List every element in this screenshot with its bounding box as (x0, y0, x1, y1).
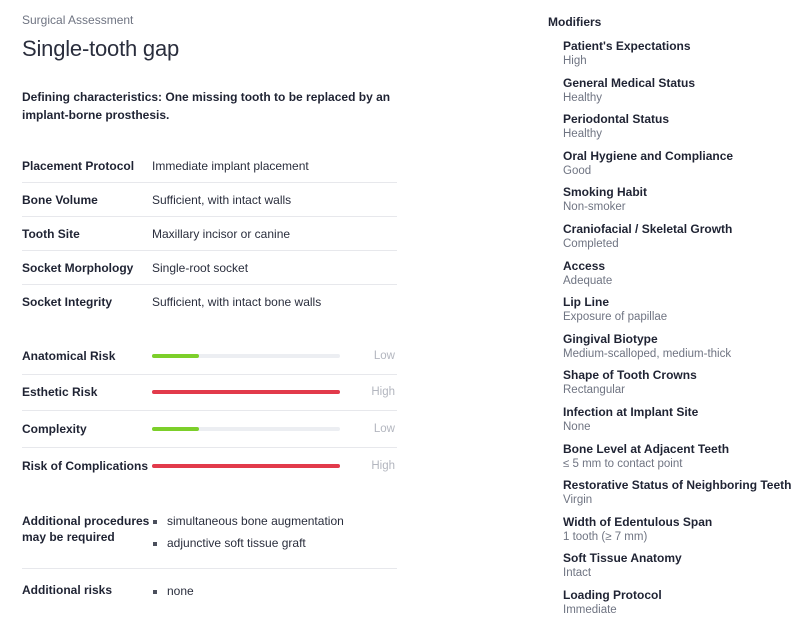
property-label: Bone Volume (22, 192, 98, 207)
modifier-item (563, 149, 798, 186)
modifier-label: Soft Tissue Anatomy (563, 551, 682, 566)
modifiers-heading: Modifiers (548, 15, 602, 29)
modifier-item (563, 405, 798, 442)
list-item: adjunctive soft tissue graft (152, 536, 344, 551)
modifier-label: Gingival Biotype (563, 331, 658, 346)
modifier-value: ≤ 5 mm to contact point (563, 457, 683, 470)
property-row (22, 285, 397, 319)
modifier-item (563, 442, 798, 479)
property-value: Immediate implant placement (152, 158, 309, 173)
list-item: none (152, 584, 194, 599)
modifier-item (563, 259, 798, 296)
modifier-value: Healthy (563, 91, 602, 104)
list-item: simultaneous bone augmentation (152, 514, 344, 529)
risk-level: Low (373, 349, 395, 362)
risk-bar (152, 390, 340, 394)
risk-bar-fill (152, 464, 340, 468)
modifier-value: Rectangular (563, 384, 626, 397)
modifier-item (563, 112, 798, 149)
modifier-item (563, 588, 798, 624)
risk-level: Low (373, 422, 395, 435)
modifier-value: Adequate (563, 274, 613, 287)
modifier-label: Loading Protocol (563, 587, 662, 602)
modifier-label: Restorative Status of Neighboring Teeth (563, 478, 792, 493)
property-value: Single-root socket (152, 260, 249, 275)
modifier-label: Access (563, 258, 606, 273)
risk-label: Esthetic Risk (22, 385, 98, 400)
modifier-item (563, 368, 798, 405)
property-row (22, 217, 397, 251)
risk-row-complications (22, 448, 397, 485)
risk-table (22, 338, 397, 484)
risk-level: High (371, 459, 395, 472)
risk-level: High (371, 386, 395, 399)
property-row (22, 149, 397, 183)
defining-characteristics: Defining characteristics: One missing tooth to be replaced by an implant-borne prosthesis. (22, 90, 391, 122)
property-label: Socket Morphology (22, 260, 134, 275)
modifier-label: Oral Hygiene and Compliance (563, 148, 734, 163)
modifier-item (563, 515, 798, 552)
property-value: Sufficient, with intact walls (152, 192, 292, 207)
property-label: Tooth Site (22, 226, 80, 241)
risk-row-complexity (22, 411, 397, 448)
modifier-label: Patient's Expectations (563, 39, 691, 53)
additional-procedures-label: Additional procedures may be required (22, 514, 150, 544)
risk-bar (152, 354, 340, 358)
procedures-list (152, 514, 344, 558)
supertitle: Surgical Assessment (22, 13, 134, 27)
modifier-value: Virgin (563, 494, 593, 507)
modifier-label: Craniofacial / Skeletal Growth (563, 221, 733, 236)
modifier-value: Good (563, 164, 592, 177)
modifier-value: Healthy (563, 128, 602, 141)
modifier-item (563, 39, 798, 76)
modifier-value: None (563, 420, 591, 433)
property-label: Socket Integrity (22, 295, 113, 309)
risk-label: Complexity (22, 421, 87, 436)
modifier-label: Periodontal Status (563, 112, 670, 127)
modifier-value: Exposure of papillae (563, 311, 668, 324)
property-row (22, 251, 397, 285)
modifier-item (563, 76, 798, 113)
additional-risks-list (152, 584, 194, 599)
modifier-item (563, 222, 798, 259)
modifier-item (563, 332, 798, 369)
risk-bar-fill (152, 354, 199, 358)
modifier-label: Smoking Habit (563, 185, 648, 200)
properties-table (22, 149, 397, 319)
modifier-value: Immediate (563, 603, 617, 616)
risk-bar-fill (152, 427, 199, 431)
risk-bar (152, 427, 340, 431)
additional-risks-row (22, 582, 397, 600)
modifier-value: 1 tooth (≥ 7 mm) (563, 530, 648, 543)
modifier-item (563, 185, 798, 222)
modifier-label: General Medical Status (563, 75, 696, 90)
modifiers-list (563, 39, 798, 624)
risk-bar (152, 464, 340, 468)
modifier-value: Intact (563, 567, 592, 580)
property-label: Placement Protocol (22, 158, 135, 173)
modifier-value: Completed (563, 237, 619, 250)
modifier-item (563, 295, 798, 332)
risk-label: Anatomical Risk (22, 348, 116, 363)
modifier-item (563, 478, 798, 515)
property-row (22, 183, 397, 217)
modifier-label: Shape of Tooth Crowns (563, 368, 697, 383)
modifier-value: High (563, 55, 587, 67)
page-title: Single-tooth gap (22, 36, 180, 61)
risk-bar-fill (152, 390, 340, 394)
modifier-value: Medium-scalloped, medium-thick (563, 347, 732, 360)
modifier-label: Infection at Implant Site (563, 404, 699, 419)
additional-procedures-row (22, 514, 397, 569)
additional-procedures (22, 514, 397, 569)
modifier-label: Width of Edentulous Span (563, 514, 713, 529)
modifier-value: Non-smoker (563, 201, 626, 214)
risk-label: Risk of Complications (22, 458, 149, 473)
property-value: Sufficient, with intact bone walls (152, 295, 322, 309)
modifier-item (563, 551, 798, 588)
modifier-label: Lip Line (563, 295, 609, 310)
risk-row-anatomical (22, 338, 397, 375)
risk-row-esthetic (22, 375, 397, 412)
property-value: Maxillary incisor or canine (152, 226, 291, 241)
modifier-label: Bone Level at Adjacent Teeth (563, 441, 730, 456)
additional-risks-label: Additional risks (22, 583, 113, 598)
